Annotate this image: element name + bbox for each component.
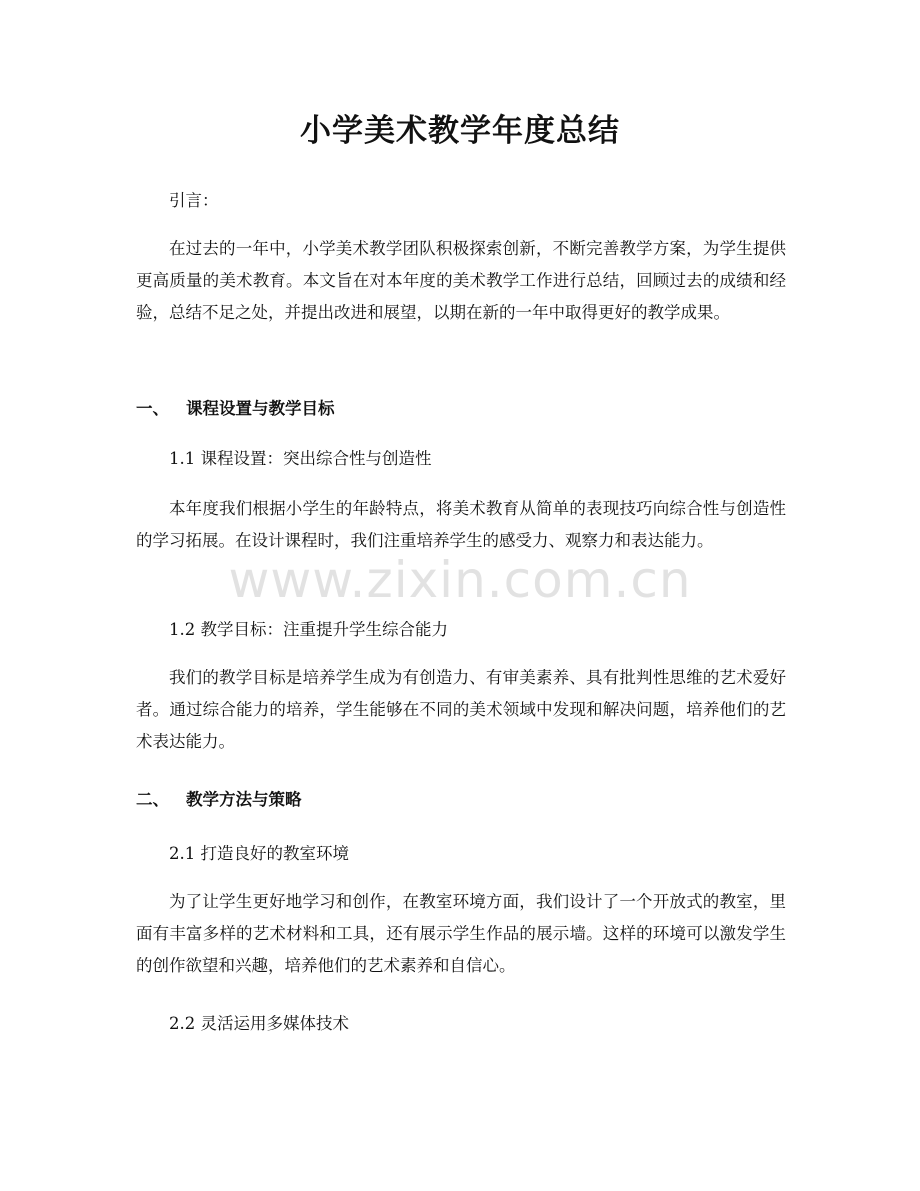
subsection-paragraph-1-1: 本年度我们根据小学生的年龄特点，将美术教育从简单的表现技巧向综合性与创造性的学习拓展。在设计课程时，我们注重培养学生的感受力、观察力和表达能力。 <box>136 499 786 550</box>
subsection-heading-2-2: 2.2 灵活运用多媒体技术 <box>169 1014 349 1033</box>
section-number: 二、 <box>136 790 169 809</box>
section-heading-2 <box>136 784 302 816</box>
document-title: 小学美术教学年度总结 <box>300 113 620 149</box>
section-title: 课程设置与教学目标 <box>186 399 335 418</box>
section-heading-1 <box>136 393 335 425</box>
section-number: 一、 <box>136 399 169 418</box>
section-title: 教学方法与策略 <box>186 790 302 809</box>
subsection-heading-1-1: 1.1 课程设置：突出综合性与创造性 <box>169 449 432 468</box>
watermark: www.zixin.com.cn <box>228 551 692 609</box>
subsection-paragraph-1-2: 我们的教学目标是培养学生成为有创造力、有审美素养、具有批判性思维的艺术爱好者。通过综合能力的培养，学生能够在不同的美术领域中发现和解决问题，培养他们的艺术表达能力。 <box>136 668 786 751</box>
intro-paragraph: 在过去的一年中，小学美术教学团队积极探索创新，不断完善教学方案，为学生提供更高质量的美术教育。本文旨在对本年度的美术教学工作进行总结，回顾过去的成绩和经验，总结不足之处，并提出改进和展望，以期在新的一年中取得更好的教学成果。 <box>136 239 786 322</box>
intro-label: 引言： <box>169 191 219 210</box>
subsection-heading-2-1: 2.1 打造良好的教室环境 <box>169 844 349 863</box>
subsection-heading-1-2: 1.2 教学目标：注重提升学生综合能力 <box>169 620 448 639</box>
subsection-paragraph-2-1: 为了让学生更好地学习和创作，在教室环境方面，我们设计了一个开放式的教室，里面有丰富多样的艺术材料和工具，还有展示学生作品的展示墙。这样的环境可以激发学生的创作欲望和兴趣，培养他们的艺术素养和自信心。 <box>136 892 786 975</box>
